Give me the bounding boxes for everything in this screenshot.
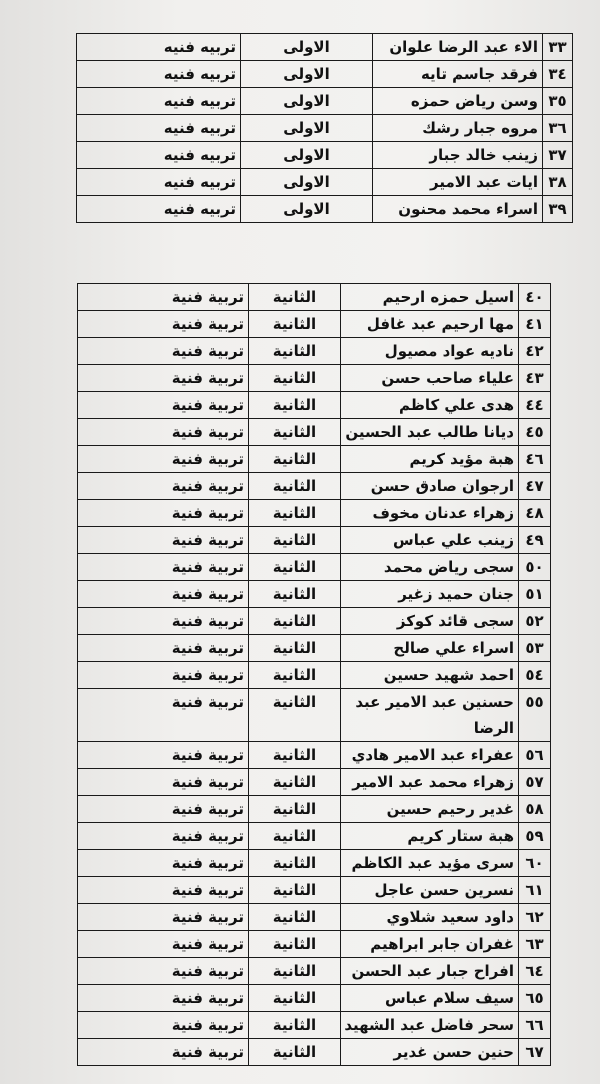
row-number: ٤٧	[519, 473, 551, 500]
row-number: ٤٩	[519, 527, 551, 554]
stage: الثانية	[249, 554, 341, 581]
table-row	[78, 311, 551, 338]
row-number: ٥٢	[519, 608, 551, 635]
student-name: ارجوان صادق حسن	[341, 473, 519, 500]
table-row	[78, 985, 551, 1012]
row-number: ٥٠	[519, 554, 551, 581]
stage: الثانية	[249, 338, 341, 365]
student-name: فرقد جاسم تايه	[373, 61, 543, 88]
row-number: ٥٧	[519, 769, 551, 796]
department: تربيه فنيه	[77, 34, 241, 61]
department: تربية فنية	[78, 500, 249, 527]
table-row	[78, 689, 551, 742]
table-row	[78, 850, 551, 877]
row-number: ٤٨	[519, 500, 551, 527]
student-name: مها ارحيم عبد غافل	[341, 311, 519, 338]
student-name: احمد شهيد حسين	[341, 662, 519, 689]
department: تربيه فنيه	[77, 115, 241, 142]
student-name: اسيل حمزه ارحيم	[341, 284, 519, 311]
table-row	[78, 284, 551, 311]
stage: الثانية	[249, 1012, 341, 1039]
student-name: افراح جبار عبد الحسن	[341, 958, 519, 985]
row-number: ٥٥	[519, 689, 551, 742]
table-row	[78, 473, 551, 500]
student-name: وسن رياض حمزه	[373, 88, 543, 115]
department: تربية فنية	[78, 1039, 249, 1066]
row-number: ٦٢	[519, 904, 551, 931]
student-name: سجى رياض محمد	[341, 554, 519, 581]
student-name: زينب علي عباس	[341, 527, 519, 554]
table-row	[78, 554, 551, 581]
department: تربية فنية	[78, 1012, 249, 1039]
student-name: سيف سلام عباس	[341, 985, 519, 1012]
row-number: ٦٦	[519, 1012, 551, 1039]
department: تربية فنية	[78, 527, 249, 554]
student-name: نسرين حسن عاجل	[341, 877, 519, 904]
row-number: ٥٨	[519, 796, 551, 823]
department: تربية فنية	[78, 419, 249, 446]
department: تربية فنية	[78, 662, 249, 689]
row-number: ٤٠	[519, 284, 551, 311]
student-name: زينب خالد جبار	[373, 142, 543, 169]
stage: الثانية	[249, 311, 341, 338]
student-name: اسراء علي صالح	[341, 635, 519, 662]
student-name: سحر فاضل عبد الشهيد	[341, 1012, 519, 1039]
table-row	[77, 169, 573, 196]
table-row	[77, 196, 573, 223]
table-row	[78, 796, 551, 823]
stage: الثانية	[249, 1039, 341, 1066]
row-number: ٥٤	[519, 662, 551, 689]
stage: الاولى	[241, 196, 373, 223]
department: تربيه فنيه	[77, 196, 241, 223]
table-row	[78, 1012, 551, 1039]
department: تربية فنية	[78, 769, 249, 796]
row-number: ٣٩	[543, 196, 573, 223]
row-number: ٣٨	[543, 169, 573, 196]
stage: الثانية	[249, 958, 341, 985]
table-row	[78, 742, 551, 769]
student-name: ناديه عواد مصيول	[341, 338, 519, 365]
table-row	[77, 34, 573, 61]
student-name: هدى علي كاظم	[341, 392, 519, 419]
stage: الثانية	[249, 877, 341, 904]
table-row	[78, 500, 551, 527]
students-table-second-stage	[77, 283, 551, 1066]
department: تربية فنية	[78, 985, 249, 1012]
department: تربية فنية	[78, 635, 249, 662]
department: تربية فنية	[78, 392, 249, 419]
table-row	[78, 769, 551, 796]
row-number: ٥١	[519, 581, 551, 608]
department: تربية فنية	[78, 554, 249, 581]
student-name: جنان حميد زغير	[341, 581, 519, 608]
table-row	[78, 446, 551, 473]
row-number: ٣٦	[543, 115, 573, 142]
table-row	[78, 931, 551, 958]
student-name: هبة ستار كريم	[341, 823, 519, 850]
stage: الثانية	[249, 931, 341, 958]
department: تربية فنية	[78, 446, 249, 473]
student-name: غفران جابر ابراهيم	[341, 931, 519, 958]
row-number: ٤٦	[519, 446, 551, 473]
row-number: ٦٣	[519, 931, 551, 958]
row-number: ٣٥	[543, 88, 573, 115]
stage: الثانية	[249, 473, 341, 500]
student-name: عفراء عبد الامير هادي	[341, 742, 519, 769]
student-name: الاء عبد الرضا علوان	[373, 34, 543, 61]
department: تربية فنية	[78, 850, 249, 877]
table-row	[78, 392, 551, 419]
row-number: ٣٣	[543, 34, 573, 61]
department: تربية فنية	[78, 904, 249, 931]
table-row	[77, 61, 573, 88]
department: تربية فنية	[78, 958, 249, 985]
student-name: ايات عبد الامير	[373, 169, 543, 196]
table-row	[78, 823, 551, 850]
stage: الثانية	[249, 769, 341, 796]
row-number: ٤٣	[519, 365, 551, 392]
stage: الاولى	[241, 88, 373, 115]
stage: الثانية	[249, 850, 341, 877]
department: تربيه فنيه	[77, 169, 241, 196]
student-name: ديانا طالب عبد الحسين	[341, 419, 519, 446]
department: تربية فنية	[78, 365, 249, 392]
stage: الاولى	[241, 34, 373, 61]
row-number: ٤٥	[519, 419, 551, 446]
stage: الثانية	[249, 985, 341, 1012]
students-table-first-stage	[76, 33, 573, 223]
row-number: ٥٦	[519, 742, 551, 769]
table-row	[78, 662, 551, 689]
table-row	[78, 581, 551, 608]
stage: الثانية	[249, 581, 341, 608]
department: تربية فنية	[78, 581, 249, 608]
department: تربية فنية	[78, 284, 249, 311]
stage: الثانية	[249, 689, 341, 742]
row-number: ٦٤	[519, 958, 551, 985]
stage: الثانية	[249, 742, 341, 769]
stage: الثانية	[249, 904, 341, 931]
student-name: حنين حسن غدير	[341, 1039, 519, 1066]
stage: الاولى	[241, 115, 373, 142]
stage: الاولى	[241, 61, 373, 88]
row-number: ٣٤	[543, 61, 573, 88]
row-number: ٣٧	[543, 142, 573, 169]
student-name: زهراء محمد عبد الامير	[341, 769, 519, 796]
student-name: غدير رحيم حسين	[341, 796, 519, 823]
stage: الثانية	[249, 608, 341, 635]
department: تربية فنية	[78, 473, 249, 500]
table-row	[78, 958, 551, 985]
row-number: ٦٠	[519, 850, 551, 877]
row-number: ٦٥	[519, 985, 551, 1012]
row-number: ٤١	[519, 311, 551, 338]
student-name: حسنين عبد الامير عبد الرضا	[341, 689, 519, 742]
student-name: مروه جبار رشك	[373, 115, 543, 142]
department: تربية فنية	[78, 877, 249, 904]
table-row	[78, 608, 551, 635]
table-row	[78, 635, 551, 662]
table-row	[77, 115, 573, 142]
stage: الثانية	[249, 527, 341, 554]
row-number: ٤٤	[519, 392, 551, 419]
student-name: زهراء عدنان مخوف	[341, 500, 519, 527]
stage: الثانية	[249, 500, 341, 527]
department: تربية فنية	[78, 796, 249, 823]
table-row	[78, 419, 551, 446]
stage: الثانية	[249, 635, 341, 662]
table-row	[77, 88, 573, 115]
department: تربية فنية	[78, 931, 249, 958]
student-name: اسراء محمد محنون	[373, 196, 543, 223]
table-row	[78, 527, 551, 554]
department: تربية فنية	[78, 608, 249, 635]
stage: الاولى	[241, 142, 373, 169]
stage: الثانية	[249, 662, 341, 689]
table-row	[78, 877, 551, 904]
stage: الثانية	[249, 446, 341, 473]
table-row	[77, 142, 573, 169]
stage: الثانية	[249, 392, 341, 419]
table-body	[77, 34, 573, 223]
department: تربيه فنيه	[77, 61, 241, 88]
table-row	[78, 365, 551, 392]
student-name: سجى قائد كوكز	[341, 608, 519, 635]
student-name: علياء صاحب حسن	[341, 365, 519, 392]
row-number: ٥٣	[519, 635, 551, 662]
stage: الثانية	[249, 284, 341, 311]
stage: الثانية	[249, 823, 341, 850]
row-number: ٥٩	[519, 823, 551, 850]
student-name: سرى مؤيد عبد الكاظم	[341, 850, 519, 877]
table-row	[78, 1039, 551, 1066]
student-name: داود سعيد شلاوي	[341, 904, 519, 931]
department: تربية فنية	[78, 823, 249, 850]
department: تربية فنية	[78, 742, 249, 769]
stage: الثانية	[249, 419, 341, 446]
department: تربية فنية	[78, 689, 249, 742]
row-number: ٤٢	[519, 338, 551, 365]
table-body	[78, 284, 551, 1066]
department: تربية فنية	[78, 311, 249, 338]
stage: الثانية	[249, 796, 341, 823]
row-number: ٦٧	[519, 1039, 551, 1066]
department: تربيه فنيه	[77, 88, 241, 115]
department: تربيه فنيه	[77, 142, 241, 169]
stage: الاولى	[241, 169, 373, 196]
student-name: هبة مؤيد كريم	[341, 446, 519, 473]
stage: الثانية	[249, 365, 341, 392]
table-row	[78, 904, 551, 931]
row-number: ٦١	[519, 877, 551, 904]
table-row	[78, 338, 551, 365]
department: تربية فنية	[78, 338, 249, 365]
